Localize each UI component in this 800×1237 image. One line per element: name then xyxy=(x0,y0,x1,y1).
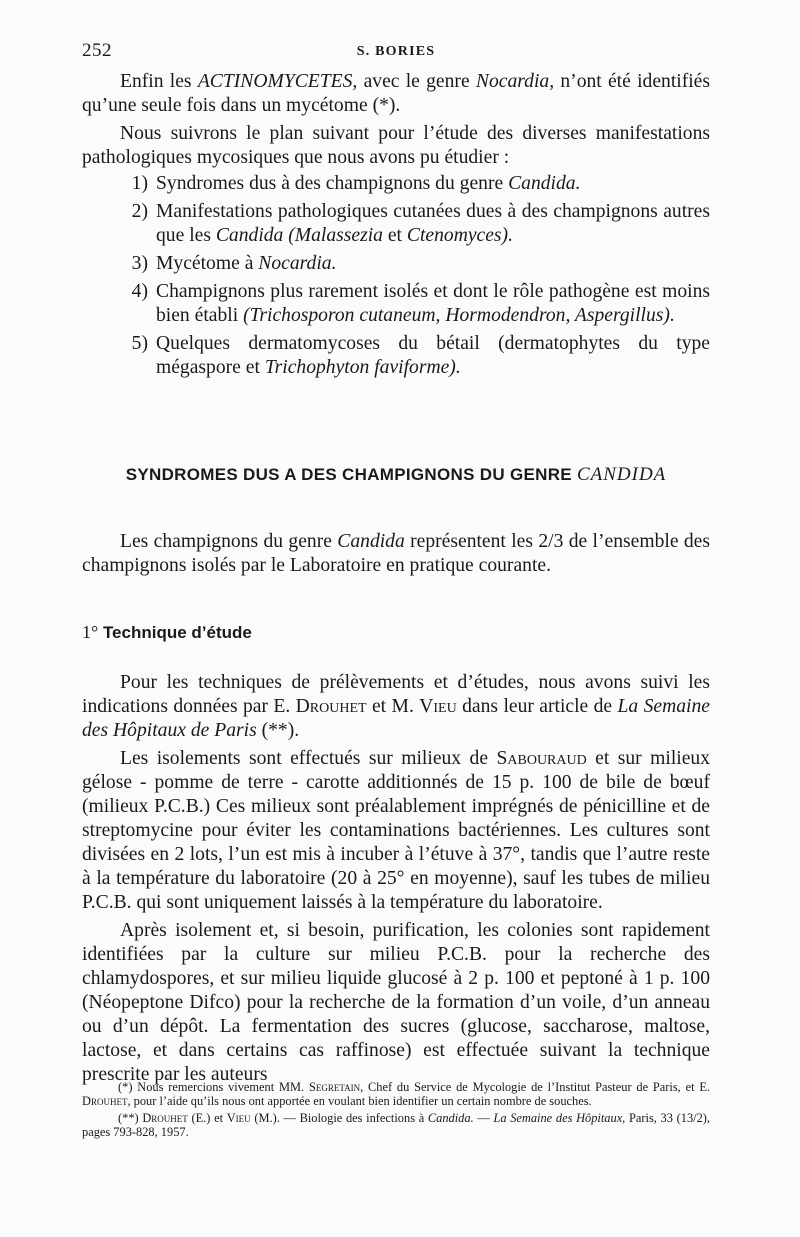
italic-term: Candida (Malassezia xyxy=(215,225,383,246)
text-span: Mycétome à xyxy=(156,253,259,274)
text-span: Champignons plus rarement isolés et dont le rôle pathogène est moins bien établi xyxy=(156,281,710,326)
list-number: 2) xyxy=(131,201,148,222)
journal-title: La Semaine des Hôpitaux, xyxy=(493,1111,626,1125)
text-span: , Chef du Service de Mycologie de l’Institut Pasteur de Paris, et E. xyxy=(360,1080,710,1094)
italic-term: ACTINOMYCETES, xyxy=(197,71,358,92)
list-text xyxy=(156,332,710,380)
list-number: 4) xyxy=(131,281,148,302)
text-span: et sur milieux gélose - pomme de terre - carotte additionnés de 15 p. 100 de bile de bœuf (milieux P.C.B.) Ces milieux sont préalablement imprégnés de pénicilline et de streptomycine pour éviter les contaminations bactériennes. Les cultures sont divisées en 2 lots, l’un est mis à incuber à l’étuve à 37°, tandis que l’autre reste à la température du laboratoire (20 à 25° en moyenne), sauf les tubes de milieu P.C.B. qui sont uniquement laissés à la température du laboratoire. xyxy=(82,748,710,913)
running-title: S. BORIES xyxy=(356,44,436,59)
list-text xyxy=(156,200,710,248)
footnotes xyxy=(82,1080,710,1142)
author-name: Segretain xyxy=(308,1080,361,1094)
list-text xyxy=(156,172,710,196)
italic-term: Ctenomyces). xyxy=(406,225,513,246)
journal-title: La Semaine des Hôpitaux de Paris xyxy=(82,696,710,741)
author-name: Sabouraud xyxy=(496,748,587,769)
technique-paragraph-1 xyxy=(82,671,710,743)
author-name: Drouhet xyxy=(295,696,367,717)
author-name: Drouhet xyxy=(82,1094,128,1108)
text-span: Syndromes dus à des champignons du genre xyxy=(156,173,509,194)
italic-term: Nocardia. xyxy=(258,253,337,274)
running-head xyxy=(82,40,710,70)
plan-list xyxy=(82,172,710,380)
section-heading-genus: CANDIDA xyxy=(576,464,667,485)
text-span: (M.). — Biologie des infections à xyxy=(250,1111,428,1125)
text-span: Pour les techniques de prélèvements et d’études, nous avons suivi les indications données par E. xyxy=(82,672,710,717)
text-span: Manifestations pathologiques cutanées dues à des champignons autres que les xyxy=(156,201,710,246)
section-heading xyxy=(82,464,710,486)
subsection-number: 1° xyxy=(82,622,99,642)
section-heading-text: SYNDROMES DUS A DES CHAMPIGNONS DU GENRE xyxy=(125,465,577,484)
author-name: Drouhet xyxy=(142,1111,188,1125)
list-number: 3) xyxy=(131,253,148,274)
book-page xyxy=(82,40,710,1087)
text-span: (**) xyxy=(118,1111,143,1125)
text-span: et M. xyxy=(366,696,420,717)
text-span: — xyxy=(473,1111,494,1125)
list-item xyxy=(82,332,710,380)
subsection-title: Technique d’étude xyxy=(102,623,252,642)
list-text xyxy=(156,280,710,328)
text-span: (**). xyxy=(256,720,300,741)
subsection-heading xyxy=(82,622,710,643)
technique-paragraph-2 xyxy=(82,747,710,915)
technique-paragraph-3: Après isolement et, si besoin, purification, les colonies sont rapidement identifiées par la culture sur milieu P.C.B. pour la recherche des chlamydospores, et sur milieu liquide glucosé à 2 p. 100 et peptoné à 1 p. 100 (Néopeptone Difco) pour la recherche de la formation d’un voile, d’un anneau ou d’un dépôt. La fermentation des sucres (glucose, saccharose, maltose, lactose, et dans certains cas raffinose) est effectuée suivant la technique prescrite par les auteurs xyxy=(82,920,710,1085)
list-item xyxy=(82,172,710,196)
list-number: 1) xyxy=(131,173,148,194)
text-span: Quelques dermatomycoses du bétail (dermatophytes du type mégaspore et xyxy=(156,333,710,378)
footnote-1 xyxy=(82,1080,710,1108)
italic-term: Candida. xyxy=(427,1111,474,1125)
footnote-2 xyxy=(82,1111,710,1139)
text-span: Les champignons du genre xyxy=(120,531,338,552)
italic-term: Trichophyton faviforme). xyxy=(264,357,461,378)
text-span: et xyxy=(382,225,407,246)
list-number: 5) xyxy=(131,333,148,354)
opening-paragraph-2: Nous suivrons le plan suivant pour l’étude des diverses manifestations pathologiques mycosiques que nous avons pu étudier : xyxy=(82,123,710,168)
author-name: Vieu xyxy=(419,696,457,717)
text-span: n’ont été identifiés qu’une seule fois dans un mycétome (*). xyxy=(82,71,710,116)
italic-term: (Trichosporon cutaneum, Hormodendron, Aspergillus). xyxy=(243,305,675,326)
text-span: dans leur article de xyxy=(456,696,618,717)
list-item xyxy=(82,252,710,276)
list-text xyxy=(156,252,710,276)
text-span: (*) Nous remercions vivement MM. xyxy=(118,1080,309,1094)
opening-paragraph-1 xyxy=(82,70,710,118)
text-span: Paris, 33 (13/2), pages 793-828, 1957. xyxy=(82,1111,711,1139)
italic-term: Candida. xyxy=(508,173,581,194)
text-span: avec le genre xyxy=(357,71,476,92)
page-number: 252 xyxy=(82,40,112,61)
text-span: représentent les 2/3 de l’ensemble des champignons isolés par le Laboratoire en pratique courante. xyxy=(82,531,710,576)
list-item xyxy=(82,200,710,248)
text-span: (E.) et xyxy=(187,1111,227,1125)
text-span: Les isolements sont effectués sur milieux de xyxy=(120,748,497,769)
text-span: Enfin les xyxy=(120,71,198,92)
italic-term: Nocardia, xyxy=(475,71,555,92)
italic-term: Candida xyxy=(337,531,405,552)
list-item xyxy=(82,280,710,328)
author-name: Vieu xyxy=(226,1111,251,1125)
text-span: , pour l’aide qu’ils nous ont apportée en voulant bien identifier un certain nombre de souches. xyxy=(127,1094,592,1108)
section-intro-paragraph xyxy=(82,530,710,578)
